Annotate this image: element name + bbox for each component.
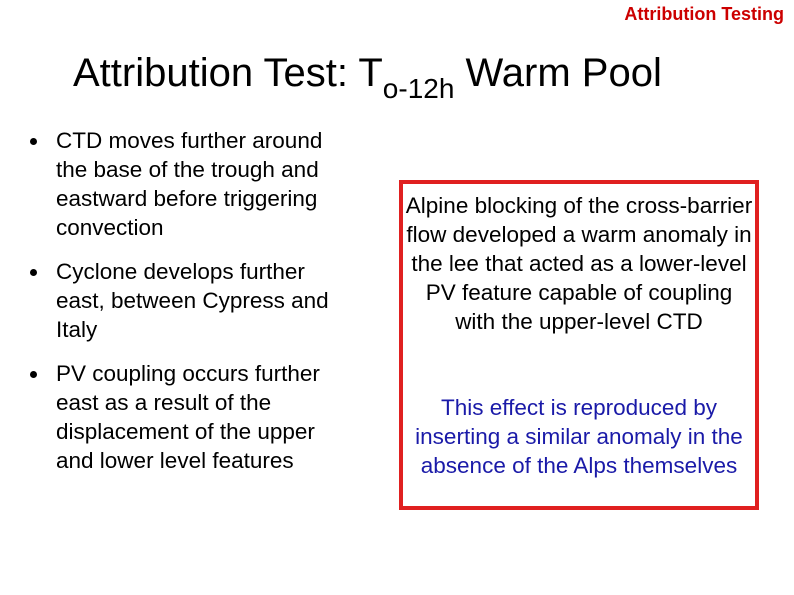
title-suffix: Warm Pool — [454, 51, 662, 95]
bullet-item — [30, 126, 330, 242]
bullet-text: CTD moves further around the base of the trough and eastward before triggering convection — [56, 128, 323, 240]
callout-primary-text: Alpine blocking of the cross-barrier flow developed a warm anomaly in the lee that acted as a lower-level PV feature capable of coupling with the upper-level CTD — [405, 193, 753, 334]
title-main: Attribution Test: T — [73, 51, 383, 95]
callout-secondary-text: This effect is reproduced by inserting a similar anomaly in the absence of the Alps themselves — [415, 395, 743, 478]
bullet-list — [30, 126, 330, 490]
bullet-item — [30, 359, 330, 475]
header-tag: Attribution Testing — [624, 4, 784, 24]
bullet-text: Cyclone develops further east, between Cypress and Italy — [56, 259, 329, 342]
bullet-dot-icon — [30, 269, 37, 276]
callout-box — [399, 180, 759, 510]
bullet-dot-icon — [30, 138, 37, 145]
bullet-text: PV coupling occurs further east as a result of the displacement of the upper and lower level features — [56, 361, 320, 473]
slide-title — [73, 51, 662, 104]
title-subscript: o-12h — [382, 73, 455, 104]
bullet-dot-icon — [30, 371, 37, 378]
bullet-item — [30, 257, 330, 344]
